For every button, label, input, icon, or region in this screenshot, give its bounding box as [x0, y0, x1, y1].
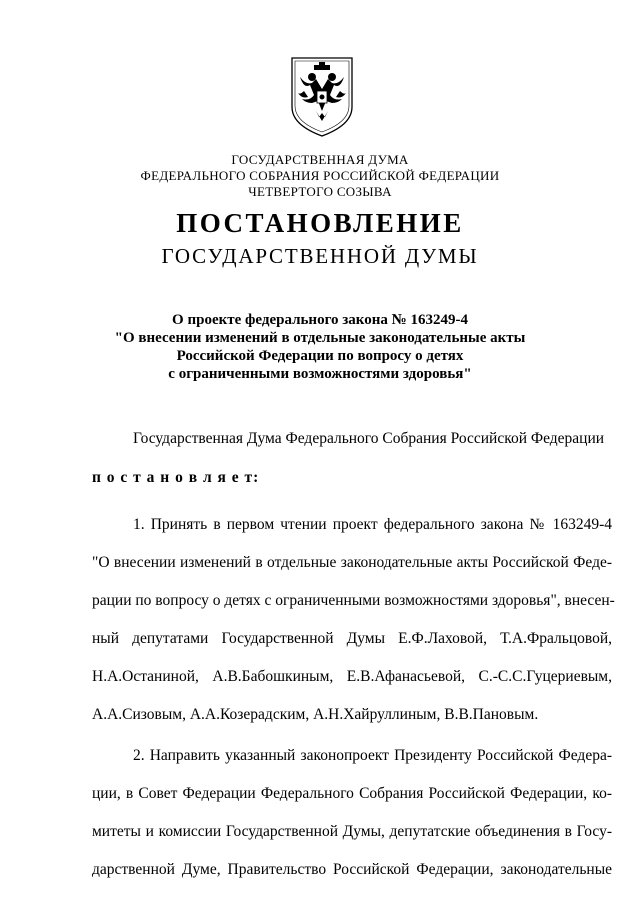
- paragraph-1-line: А.А.Сизовым, А.А.Козерадским, А.Н.Хайруллиным, В.В.Пановым.: [92, 706, 539, 723]
- subject-line: Российской Федерации по вопросу о детях: [176, 348, 464, 364]
- header-line-1: ГОСУДАРСТВЕННАЯ ДУМА: [231, 152, 409, 167]
- preamble: Государственная Дума Федерального Собрания Российской Федерации: [133, 430, 605, 447]
- paragraph-2-line: ции, в Совет Федерации Федерального Собрания Российской Федерации, ко-: [92, 785, 612, 802]
- resolution-subject: [0, 311, 640, 383]
- subject-line: О проекте федерального закона № 163249-4: [172, 312, 468, 328]
- subject-line: "О внесении изменений в отдельные законодательные акты: [114, 330, 526, 346]
- paragraph-1-line: 1. Принять в первом чтении проект федерального закона № 163249-4: [133, 516, 612, 533]
- double-headed-eagle-icon: [288, 55, 356, 139]
- document-subtitle: ГОСУДАРСТВЕННОЙ ДУМЫ: [161, 244, 479, 268]
- coat-of-arms-emblem: [288, 55, 356, 139]
- document-title: ПОСТАНОВЛЕНИЕ: [176, 208, 464, 238]
- paragraph-1-line: ный депутатами Государственной Думы Е.Ф.Лаховой, Т.А.Фральцовой,: [92, 630, 612, 647]
- resolves-keyword: п о с т а н о в л я е т:: [92, 469, 260, 486]
- paragraph-1-line: Н.А.Останиной, А.В.Бабошкиным, Е.В.Афанасьевой, С.-С.С.Гуцериевым,: [92, 668, 612, 685]
- paragraph-2-line: 2. Направить указанный законопроект Президенту Российской Федера-: [133, 747, 612, 764]
- paragraph-1-line: "О внесении изменений в отдельные законодательные акты Российской Феде-: [92, 554, 612, 571]
- paragraph-1-line: рации по вопросу о детях с ограниченными возможностями здоровья", внесен-: [92, 592, 615, 609]
- paragraph-2-line: дарственной Думе, Правительство Российской Федерации, законодательные: [92, 861, 612, 878]
- paragraph-2-line: митеты и комиссии Государственной Думы, депутатские объединения в Госу-: [92, 823, 612, 840]
- subject-line: с ограниченными возможностями здоровья": [168, 366, 472, 382]
- header-line-3: ЧЕТВЕРТОГО СОЗЫВА: [248, 184, 392, 199]
- header-line-2: ФЕДЕРАЛЬНОГО СОБРАНИЯ РОССИЙСКОЙ ФЕДЕРАЦИИ: [140, 168, 500, 183]
